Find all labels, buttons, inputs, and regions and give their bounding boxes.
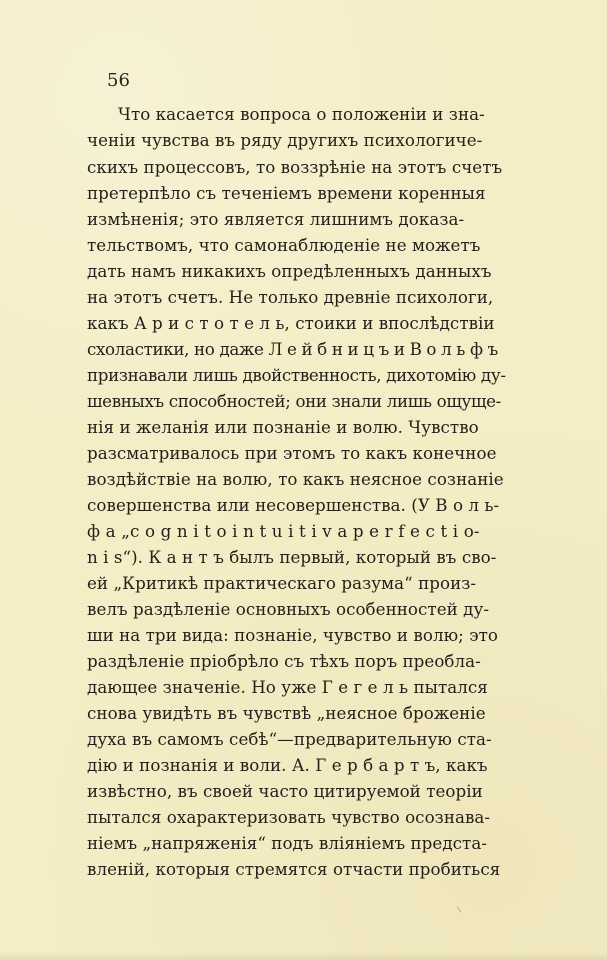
text-line: измѣненія; это является лишнимъ доказа-: [87, 209, 465, 229]
text-line: на этотъ счетъ. Не только древніе психологи,: [87, 287, 494, 307]
text-line: какъ А р и с т о т е л ь, стоики и впослѣдствіи: [87, 313, 495, 333]
text-line: признавали лишь двойственность, дихотомію ду-: [87, 365, 506, 385]
text-line: тельствомъ, что самонаблюденіе не можетъ: [87, 235, 481, 255]
text-line: ши на три вида: познаніе, чувство и волю; это: [87, 625, 498, 645]
text-line: n i s“). К а н т ъ былъ первый, который въ сво-: [87, 547, 497, 567]
text-line: Что касается вопроса о положеніи и зна-: [118, 104, 485, 124]
text-line: ф а „c o g n i t o i n t u i t i v a p e r f e c t i o-: [87, 521, 480, 541]
text-line: дію и познанія и воли. А. Г е р б а р т ъ, какъ: [87, 755, 488, 775]
text-line: воздѣйствіе на волю, то какъ неясное сознаніе: [87, 469, 504, 489]
text-line: ей „Критикѣ практическаго разума“ произ-: [87, 573, 477, 593]
text-line: дающее значеніе. Но уже Г е г е л ь пытался: [87, 677, 488, 697]
text-line: раздѣленіе пріобрѣло съ тѣхъ поръ преобла-: [87, 651, 481, 671]
text-line: шевныхъ способностей; они знали лишь ощуще-: [87, 391, 501, 411]
page-bottom-edge: [0, 952, 607, 960]
text-line: ченіи чувства въ ряду другихъ психологиче-: [87, 130, 483, 150]
text-line: претерпѣло съ теченіемъ времени коренныя: [87, 183, 486, 203]
text-line: ніемъ „напряженія“ подъ вліяніемъ предста-: [87, 833, 488, 853]
text-line: разсматривалось при этомъ то какъ конечное: [87, 443, 497, 463]
text-line: схоластики, но даже Л е й б н и ц ъ и В о л ь ф ъ: [87, 339, 498, 359]
text-line: извѣстно, въ своей часто цитируемой теоріи: [87, 781, 483, 801]
text-line: духа въ самомъ себѣ“—предварительную ста-: [87, 729, 492, 749]
text-line: совершенства или несовершенства. (У В о л ь-: [87, 495, 500, 515]
page-number: 56: [107, 70, 130, 91]
text-line: велъ раздѣленіе основныхъ особенностей ду-: [87, 599, 490, 619]
text-line: скихъ процессовъ, то воззрѣніе на этотъ счетъ: [87, 157, 503, 177]
text-line: вленій, которыя стремятся отчасти пробиться: [87, 859, 501, 879]
text-line: нія и желанія или познаніе и волю. Чувство: [87, 417, 479, 437]
text-line: пытался охарактеризовать чувство осознава-: [87, 807, 491, 827]
text-line: дать намъ никакихъ опредѣленныхъ данныхъ: [87, 261, 492, 281]
text-line: снова увидѣть въ чувствѣ „неясное броженіе: [87, 703, 486, 723]
